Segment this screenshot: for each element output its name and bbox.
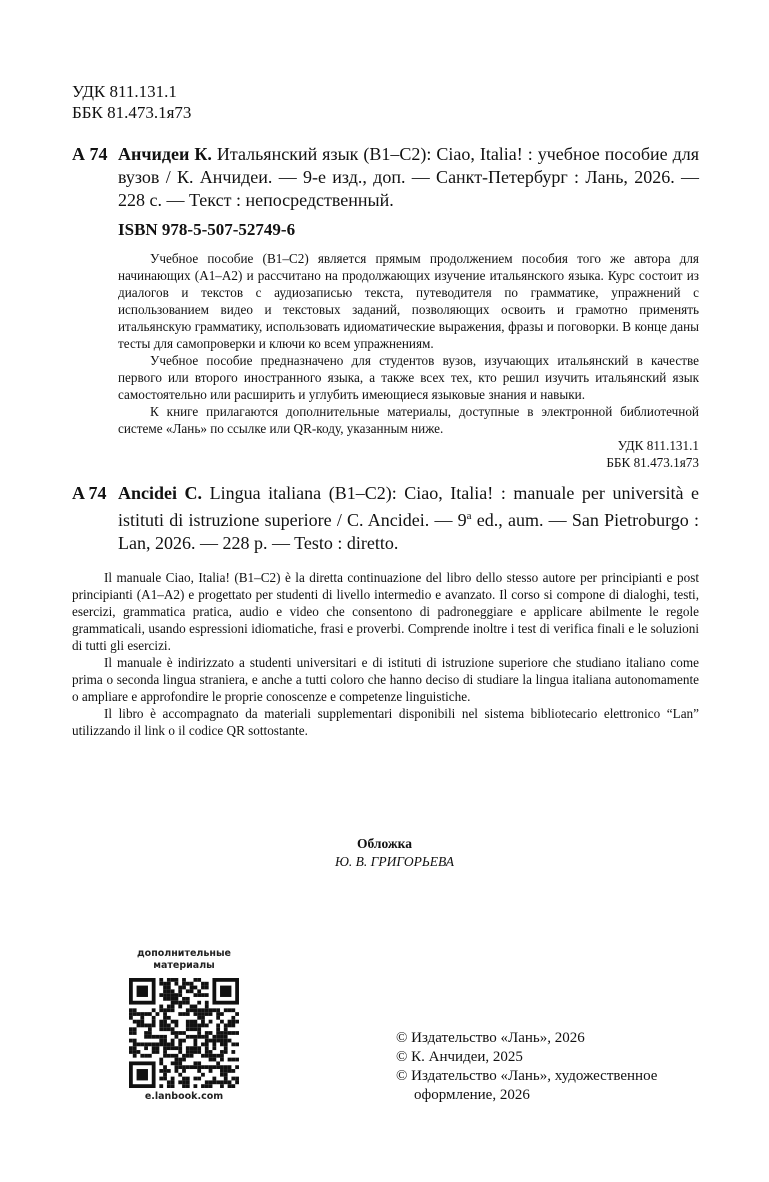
copyright-line: © Издательство «Лань», 2026 <box>396 1030 585 1046</box>
ru-entry-author: Анчидеи К. <box>118 144 212 164</box>
bbk-code: ББК 81.473.1я73 <box>72 103 192 122</box>
cover-title: Обложка <box>356 836 412 851</box>
qr-caption-line: дополнительные <box>137 948 231 959</box>
it-abstract <box>72 569 699 739</box>
qr-code-icon[interactable] <box>129 978 239 1088</box>
ru-abstract-paragraph: Учебное пособие (B1–C2) является прямым продолжением пособия того же автора для начинающих (A1–A2) и рассчитано на продолжающих изучение итальянского языка. Курс состоит из диалогов и текстов с аудиозаписью текста, путеводителя по грамматике, упражнений с использованием видео и текстовых заданий, позволяющих освоить и грамотно применять итальянскую грамматику, использовать идиоматические выражения, фразы и поговорки. В конце даны тесты для самопроверки и ключи ко всем упражнениям. <box>118 251 699 351</box>
cover-designer: Ю. В. ГРИГОРЬЕВА <box>334 854 455 869</box>
it-abstract-paragraph: Il libro è accompagnato da materiali supplementari disponibili nel sistema bibliotecario elettronico “Lan” utilizzando il link o il codice QR sottostante. <box>72 706 699 738</box>
ru-entry-bbk: ББК 81.473.1я73 <box>606 455 699 470</box>
ru-entry-code: А 74 <box>72 144 108 164</box>
it-entry-description-a: Lingua italiana (B1–C2): Ciao, Italia! : manuale per università e istituti di istruzione superiore / C. Ancidei. — 9 <box>118 483 699 530</box>
ru-entry-udk: УДК 811.131.1 <box>617 438 699 453</box>
ru-entry-classification <box>118 437 699 471</box>
it-abstract-paragraph: Il manuale è indirizzato a studenti universitari e di istituti di istruzione superiore che studiano italiano come prima o seconda lingua straniera, e anche a tutti coloro che hanno deciso di studiare la lingua italiana autonomamente o ampliare e approfondire le proprie conoscenze e competenze linguistiche. <box>72 655 699 704</box>
qr-caption <box>118 948 250 972</box>
isbn: ISBN 978-5-507-52749-6 <box>118 220 296 239</box>
ru-abstract <box>118 250 699 471</box>
ru-entry-head <box>72 143 699 212</box>
copyright-block <box>396 1029 716 1105</box>
ru-entry-text <box>118 143 699 212</box>
copyright-line: © Издательство «Лань», художественное оформление, 2026 <box>396 1068 658 1103</box>
it-entry-author: Ancidei C. <box>118 483 203 503</box>
classification-header <box>72 81 191 123</box>
udk-code: УДК 811.131.1 <box>72 82 177 101</box>
qr-block <box>118 948 250 1102</box>
ru-entry-description: Итальянский язык (B1–C2): Ciao, Italia! : учебное пособие для вузов / К. Анчидеи. — 9-е изд., доп. — Санкт-Петербург : Лань, 2026. — 228 с. — Текст : непосредственный. <box>118 144 699 210</box>
it-catalog-entry <box>72 482 699 739</box>
it-entry-text <box>118 482 699 555</box>
qr-url[interactable]: e.lanbook.com <box>144 1091 224 1102</box>
it-abstract-paragraph: Il manuale Ciao, Italia! (B1–C2) è la diretta continuazione del libro dello stesso autore per principianti e post principianti (A1–A2) e progettato per studenti di livello intermedio e avanzato. Il corso si compone di dialoghi, testi, esercizi, grammatica pratica, audio e video che consentono di padroneggiare e applicare abilmente le regole grammaticali, usando espressioni idiomatiche, frasi e proverbi. Comprende inoltre i test di verifica finali e le soluzioni di tutti gli esercizi. <box>72 570 699 653</box>
it-entry-ordinal: a <box>466 510 472 522</box>
it-entry-code: A 74 <box>72 483 107 503</box>
it-entry-head <box>72 482 699 555</box>
ru-abstract-paragraph: К книге прилагаются дополнительные материалы, доступные в электронной библиотечной системе «Лань» по ссылке или QR-коду, указанным ниже. <box>118 404 699 436</box>
copyright-line: © К. Анчидеи, 2025 <box>396 1049 523 1065</box>
qr-caption-line: материалы <box>153 960 215 971</box>
cover-credit <box>0 835 769 871</box>
ru-catalog-entry <box>72 143 699 471</box>
it-entry-description-b: ed., aum. — San Pietroburgo : Lan, 2026. — 228 p. — Testo : diretto. <box>118 510 699 553</box>
ru-abstract-paragraph: Учебное пособие предназначено для студентов вузов, изучающих итальянский в качестве первого или второго иностранного языка, а также всех тех, кто решил изучить итальянский язык самостоятельно или расширить и углубить имеющиеся языковые знания и навыки. <box>118 353 699 402</box>
